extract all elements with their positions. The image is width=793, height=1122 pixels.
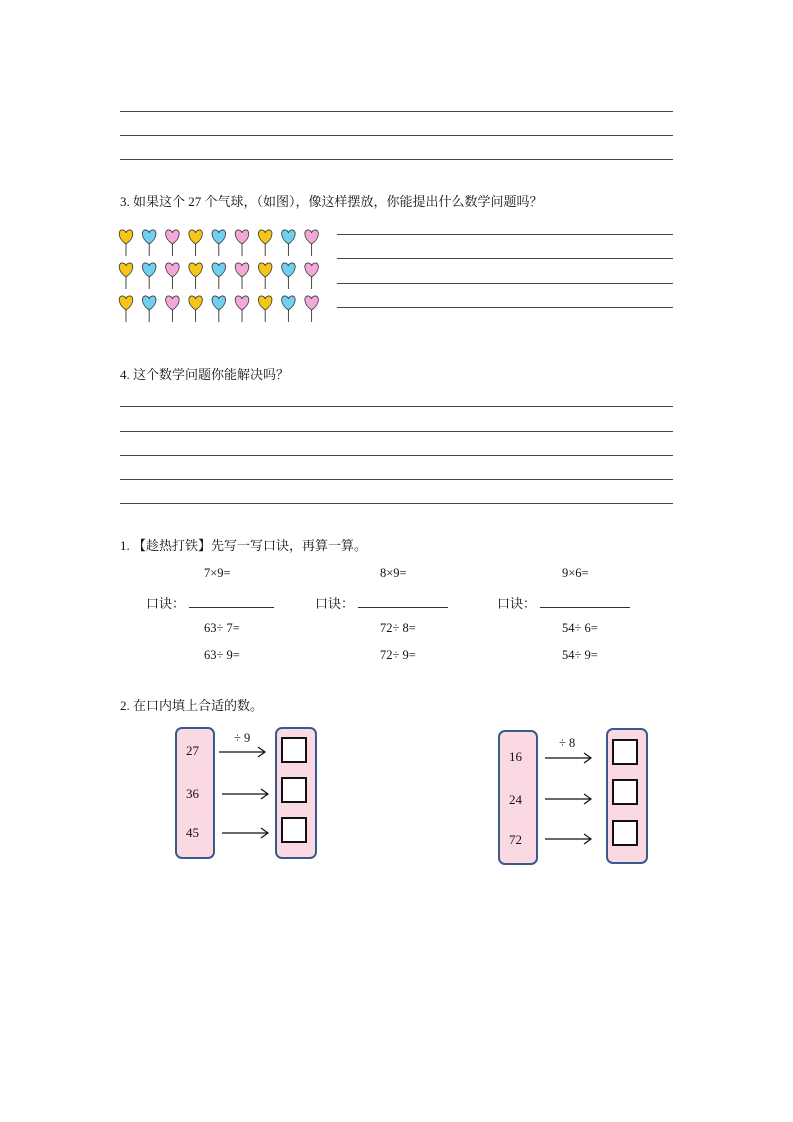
balloon-icon <box>212 263 226 289</box>
division-expression: 54÷ 6= <box>562 621 598 635</box>
arrow-icon <box>545 793 595 805</box>
answer-line[interactable] <box>120 111 673 112</box>
balloon-icon <box>305 263 319 289</box>
arrow-icon <box>545 752 595 764</box>
answer-line[interactable] <box>337 258 673 259</box>
balloon-icon <box>235 296 249 322</box>
kou-jue-label: 口诀： <box>315 596 355 611</box>
balloon-icon <box>189 296 203 322</box>
arrow-icon <box>222 827 272 839</box>
balloon-icon <box>258 263 272 289</box>
answer-line[interactable] <box>120 503 673 504</box>
balloon-icon <box>166 230 180 256</box>
section-1-text: 1. 【趁热打铁】先写一写口诀，再算一算。 <box>120 538 368 553</box>
section-2-text: 2. 在口内填上合适的数。 <box>120 698 264 713</box>
balloon-icon <box>235 230 249 256</box>
balloon-icon <box>235 263 249 289</box>
answer-line[interactable] <box>120 406 673 407</box>
balloon-icon <box>166 296 180 322</box>
balloon-icon <box>258 296 272 322</box>
answer-box[interactable] <box>281 737 307 763</box>
balloon-icon <box>282 296 296 322</box>
arrow-icon <box>545 833 595 845</box>
balloon-icon <box>119 296 133 322</box>
number: 36 <box>186 786 199 801</box>
arrow-icon <box>219 746 269 758</box>
balloon-icon <box>305 296 319 322</box>
kou-jue-blank[interactable] <box>189 607 274 608</box>
balloon-icon <box>119 230 133 256</box>
division-operator: ÷ 8 <box>559 736 576 750</box>
balloon-icon <box>212 296 226 322</box>
balloon-icon <box>142 263 156 289</box>
balloons-illustration <box>115 226 325 326</box>
division-expression: 63÷ 7= <box>204 621 240 635</box>
balloon-icon <box>258 230 272 256</box>
kou-jue-blank[interactable] <box>358 607 448 608</box>
balloon-icon <box>119 263 133 289</box>
balloon-icon <box>142 296 156 322</box>
number: 72 <box>509 832 522 847</box>
kou-jue-label: 口诀： <box>497 596 537 611</box>
balloon-icon <box>189 230 203 256</box>
multiplication-expression: 7×9= <box>204 566 231 580</box>
kou-jue-blank[interactable] <box>540 607 630 608</box>
number: 45 <box>186 825 199 840</box>
number: 16 <box>509 749 522 764</box>
division-expression: 72÷ 8= <box>380 621 416 635</box>
answer-line[interactable] <box>120 431 673 432</box>
answer-box[interactable] <box>612 820 638 846</box>
answer-box[interactable] <box>612 779 638 805</box>
question-3-text: 3. 如果这个 27 个气球，（如图），像这样摆放，你能提出什么数学问题吗？ <box>120 194 543 209</box>
division-operator: ÷ 9 <box>234 731 251 745</box>
answer-line[interactable] <box>120 159 673 160</box>
multiplication-expression: 9×6= <box>562 566 589 580</box>
balloon-icon <box>212 230 226 256</box>
balloon-icon <box>282 263 296 289</box>
answer-line[interactable] <box>337 307 673 308</box>
number: 24 <box>509 792 522 807</box>
multiplication-expression: 8×9= <box>380 566 407 580</box>
division-expression: 63÷ 9= <box>204 648 240 662</box>
answer-line[interactable] <box>120 135 673 136</box>
balloon-icon <box>142 230 156 256</box>
number: 27 <box>186 743 199 758</box>
division-expression: 54÷ 9= <box>562 648 598 662</box>
balloon-icon <box>166 263 180 289</box>
answer-line[interactable] <box>120 479 673 480</box>
balloon-icon <box>189 263 203 289</box>
answer-line[interactable] <box>337 283 673 284</box>
question-4-text: 4. 这个数学问题你能解决吗？ <box>120 367 290 382</box>
answer-line[interactable] <box>120 455 673 456</box>
balloon-icon <box>282 230 296 256</box>
answer-box[interactable] <box>281 777 307 803</box>
answer-box[interactable] <box>612 739 638 765</box>
answer-box[interactable] <box>281 817 307 843</box>
kou-jue-label: 口诀： <box>146 596 186 611</box>
division-expression: 72÷ 9= <box>380 648 416 662</box>
arrow-icon <box>222 788 272 800</box>
balloon-icon <box>305 230 319 256</box>
answer-line[interactable] <box>337 234 673 235</box>
